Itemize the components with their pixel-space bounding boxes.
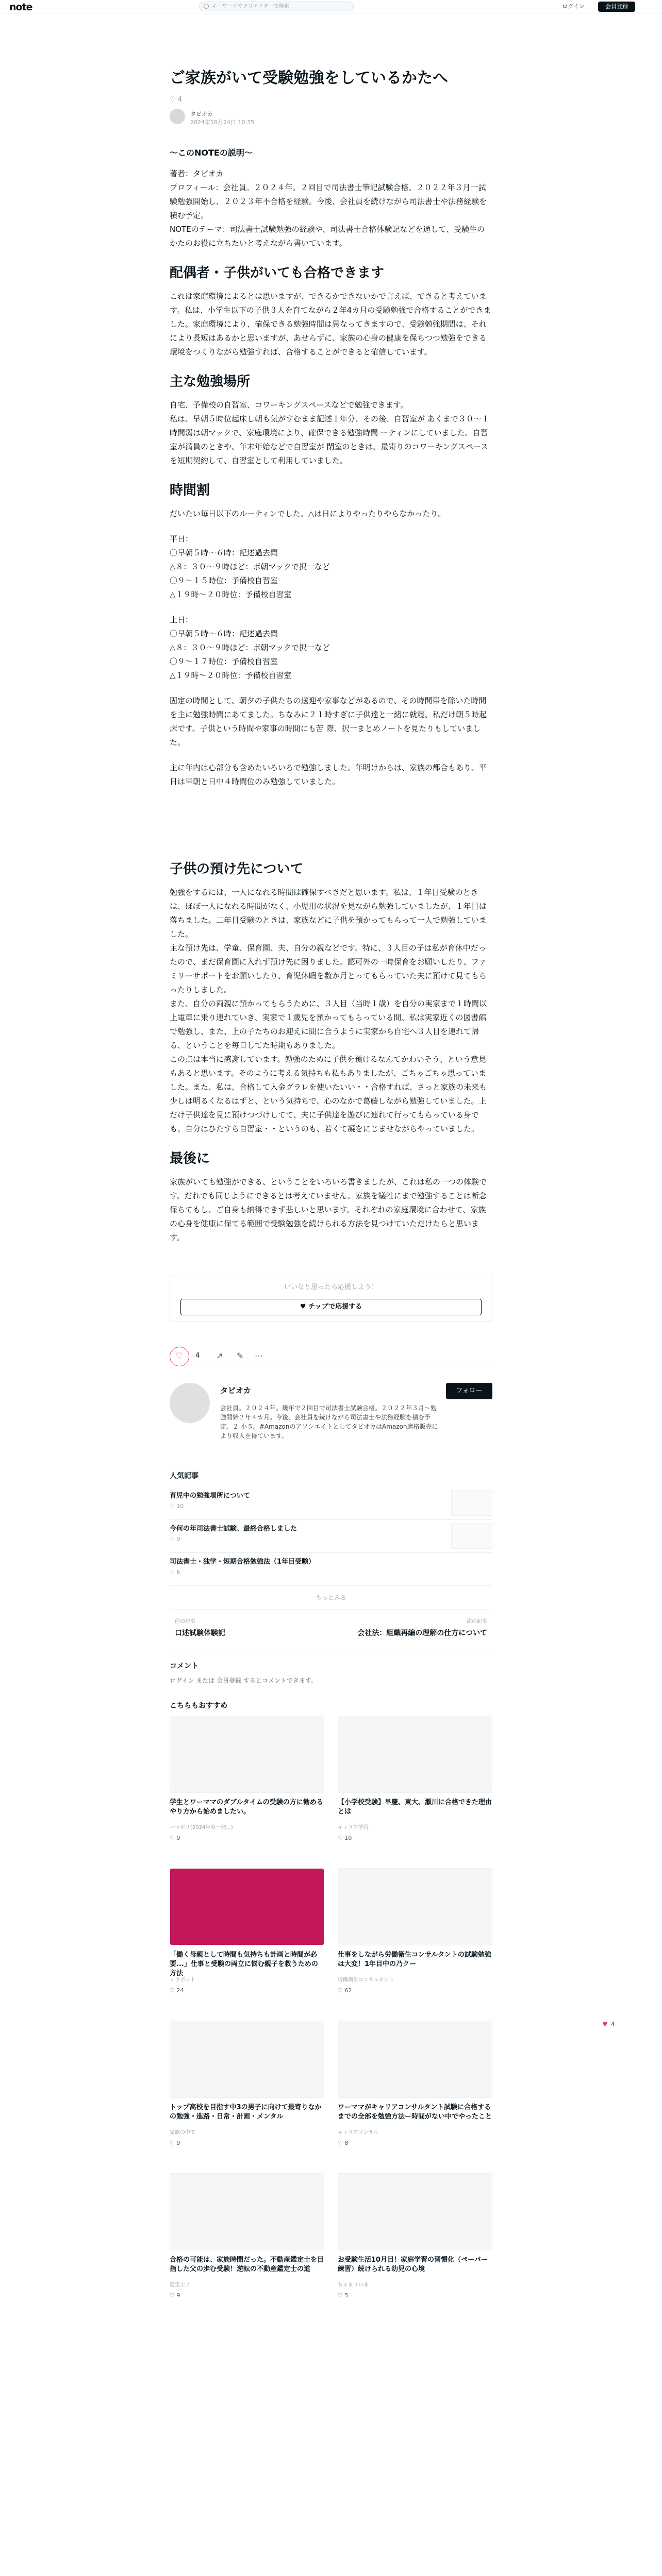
section-text: これは家庭環境によるとは思いますが、できるかできないかで言えば、できると考えています。私は、小学生以下の子供３人を育てながら２年4カ月の受験勉強で合格することができました。家庭環境により、確保できる勉強時間は異なってきますので、受験勉強期間は、それにより長短はあるかと思いますが、あせらずに、家族の心身の健康を保ちつつ勉強をできる環境をつくりながら勉強すれば、合格することができると確信しています。	[170, 292, 491, 357]
share-icon[interactable]: ↗	[216, 1351, 223, 1361]
section-heading: 配偶者・子供がいても合格できます	[170, 265, 385, 281]
comment-section	[170, 1660, 492, 1685]
action-bar	[170, 1347, 492, 1367]
author-profile	[170, 1383, 492, 1460]
section-text: 家族がいても勉強ができる、ということをいろいろ書きましたが、これは私の一つの体験です。だれでも同じようにできるとは考えていません。家族を犠牲にまで勉強することは断念保ちてもし、ご自身も納得できず悲しいと思います。それぞれの家庭環境に合わせて、家族の心身を健康に保てる範囲で受験勉強を続けられる方法を見つけていただけたらと思います。	[170, 1177, 487, 1242]
support-box	[170, 1276, 492, 1322]
card-image	[338, 1868, 492, 1945]
list-item[interactable]: 育児中の勉強場所について ♡ 10	[170, 1487, 492, 1520]
more-link[interactable]: もっとみる	[315, 1594, 346, 1601]
recommend-card[interactable]: 仕事をしながら労働衛生コンサルタントの試験勉強は大変！1年目中の乃クー 労働衛生コンサルタント ♡ 62	[338, 1868, 492, 2007]
card-image	[170, 2021, 324, 2098]
publish-date: 2024年10月24日 10:35	[190, 119, 255, 126]
side-like-button[interactable]: ♥ 4	[602, 2021, 615, 2028]
search-icon	[204, 4, 209, 9]
article-navigation	[170, 1609, 492, 1650]
comment-icon[interactable]: ✎	[237, 1351, 244, 1361]
recommend-card[interactable]: 合格の可能は、家族時間だった。不動産鑑定士を目指した父の歩む受験！逆転の不動産鑑定士の道 鑑定士ノ ♡ 9	[170, 2173, 324, 2312]
thumbnail	[451, 1523, 492, 1549]
card-image	[338, 2173, 492, 2250]
prev-article-link[interactable]: 前の記事 口述試験体験記	[175, 1619, 225, 1637]
schedule-weekend: 土日： 〇早朝５時〜６時：記述過去問 △８：３０〜９時ほど：ボ朝マックで択一など 〇９〜１７時位：予備校自習室 △１９時〜２０時位：予備校自習室	[170, 615, 330, 680]
profile-name[interactable]: タビオカ	[220, 1386, 251, 1395]
like-count-top: ♡ 4	[170, 96, 183, 104]
intro-text: 著者：タビオカ プロフィール：会社員。２０２４年。２回目で司法書士筆記試験合格。２０２２年３月一試験勉強開始し、２０２３年不合格を経験。今後、会社員を続けながら司法書士や法務経験を積む予定。 NOTEのテーマ：司法書士試験勉強の経験や、司法書士合格体験記などを通して、受験生のかたのお役に立ちたいと考えながら書いています。	[170, 169, 487, 248]
article-body	[170, 146, 492, 1245]
recommend-card[interactable]: お受験生活10月目！家庭学習の習慣化（ペーパー練習）続けられる幼児の心境 ちゃまりいま ♡ 5	[338, 2173, 492, 2312]
card-image	[170, 1868, 324, 1945]
section-text: 主に年内は心部分も含めたいろいろで勉強しました。年明けからは、家族の都合もあり、平日は早朝と日中４時間位のみ勉強していました。	[170, 763, 487, 786]
recommend-card[interactable]: トップ高校を目指す中3の男子に向けて最寄りなかの勉強・進路・日常・計画・メンタル 家族の中で ♡ 9	[170, 2021, 324, 2160]
list-item[interactable]: 司法書士・独学・短期合格勉強法（1年目受験） ♡ 6	[170, 1553, 492, 1586]
card-image	[170, 1716, 324, 1793]
section-text: 自宅、予備校の自習室、コワーキングスペースなどで勉強できます。 私は、早朝５時位起床し朝も気がすむまま記述１年分、その後、自習室が あくまで３０〜１時間弱は朝マックで、家庭環境により、確保できる勉強時間 ーティンにしていました。自習室が満員のときや、年末年始などで自習室が 閉室のときは、最寄りのコワーキングスペースを短期契約して、自習室として利用していました。	[170, 400, 489, 465]
card-image	[338, 1716, 492, 1793]
profile-avatar[interactable]	[170, 1383, 210, 1423]
schedule-weekday: 平日： 〇早朝５時〜６時：記述過去問 △８：３０〜９時ほど：ボ朝マックで択一など 〇９〜１５時位：予備校自習室 △１９時〜２０時位：予備校自習室	[170, 534, 330, 599]
card-image	[338, 2021, 492, 2098]
top-header	[0, 0, 662, 13]
author-name[interactable]: タビオカ	[190, 111, 213, 117]
like-button[interactable]: ♡	[170, 1347, 189, 1366]
list-item[interactable]: 今何の年司法書士試験、最終合格しました ♡ 9	[170, 1520, 492, 1553]
section-heading: 子供の預け先について	[170, 861, 304, 877]
recommend-grid	[170, 1716, 492, 2312]
recommend-card[interactable]: 【小学校受験】早慶、東大、瀬川に合格できた理由とは キャリア学習 ♡ 10	[338, 1716, 492, 1855]
note-logo[interactable]: note	[9, 2, 32, 13]
article	[170, 67, 492, 2312]
popular-title: 人気記事	[170, 1472, 198, 1480]
comment-title: コメント	[170, 1662, 198, 1670]
follow-button[interactable]: フォロー	[446, 1383, 492, 1399]
next-article-link[interactable]: 次の記事 会社法：組織再編の理解の仕方について	[357, 1619, 487, 1637]
recommend-card[interactable]: 「働く母親として時間も気持ちも計画と時間が必要...」仕事と受験の両立に悩む親子を救うための方法 ミラボット ♡ 24	[170, 1868, 324, 2007]
signup-button[interactable]: 会員登録	[598, 2, 635, 12]
toc-title: 〜このNOTEの説明〜	[170, 148, 253, 158]
card-image	[170, 2173, 324, 2250]
author-row	[170, 109, 492, 129]
support-text: いいなと思ったら応援しよう！	[284, 1283, 378, 1291]
thumbnail	[451, 1490, 492, 1516]
article-title: ご家族がいて受験勉強をしているかたへ	[170, 69, 448, 87]
recommend-card[interactable]: 学生とワーママのダブルタイムの受験の方に勧めるやり方から始めましたい。 ハマポリ(2024年度一発...) ♡ 9	[170, 1716, 324, 1855]
profile-description: 会社員。２０２４年。幾年で２回目で司法書士試験合格。２０２２年３月〜勉強開始２年４カ月。今後、会社員を続けながら司法書士や法務経験を積む予定。２ 小５。#AmazonのアソシエイトとしてタピオカはAmazon適格販売により収入を得ています。	[220, 1404, 438, 1439]
section-heading: 最後に	[170, 1151, 210, 1166]
tip-button[interactable]: ♥ チップで応援する	[180, 1299, 482, 1315]
comment-login-text[interactable]: ログイン または 会員登録 するとコメントできます。	[170, 1677, 317, 1684]
login-link[interactable]: ログイン	[562, 3, 585, 10]
more-icon[interactable]: ⋯	[255, 1351, 263, 1361]
recommend-title: こちらもおすすめ	[170, 1702, 228, 1710]
section-text: だいたい毎日以下のルーティンでした。△は日によりやったりやらなかったり。	[170, 509, 446, 518]
search-input[interactable]: キーワードやクリエイターで検索	[199, 2, 354, 11]
section-text: 固定の時間として、朝夕の子供たちの送迎や家事などがあるので、その時間帯を除いた時間を主に勉強時間にあてました。ちなみに２１時すぎに子供達と一緒に就寝、私だけ朝５時起床です。子供という時間や家事の時間にも苦 際、択一まとめノートを見たりもしていました。	[170, 696, 487, 747]
avatar[interactable]	[170, 109, 185, 124]
section-heading: 時間割	[170, 483, 210, 498]
section-text: 勉強をするには、一人になれる時間は確保すべきだと思います。私は、１年目受験のときは、ほぼ一人になれる時間がなく、小児用の状況を見ながら勉強していましたが、１年目は落ちました。二年目受験のときは、家族などに子供を預かってもらって一人で勉強していました。 主な預け先は、学童、保育園、夫、自分の親などです。特に、３人目の子は私が育休中だったので、まだ保育園に入れず預け先に困りました。認可外の一時保育をお願いしたり、ファミリーサポートをお願いしたり、育児休暇を数か月とってもらっていた夫に預けて見てもらったりしました。 また、自分の両親に預かってもらうために、３人目（当時１歳）を自分の実家まで１時間以上電車に乗り連れていき、実家で１歳児を預かってもらっている間、私は実家近くの図書館で勉強し、また、上の子たちのお迎えに間に合うように実家から自宅へ３人目を連れて帰る、ということを毎日してた時期もありました。 この点は本当に感謝しています。勉強のために子供を預けるなんてかわいそう、という意見もあると思います。そのように考える気持ちも私もありましたが、ごちゃごちゃ思っていました。また、私は、合格して入金グラレを使いたいい・・合格すれば、さっと家族の未来も少しは明るくなるはずと、という気持ちで、心のなかで葛藤しながら勉強していました。上だけ子供達を見に預けつづけしてて、夫に子供達を遊びに連れて行ってもらっている身でも、自分はひたすら自習室・・というのも、若くて凝をにじませながらやっていました。	[170, 888, 487, 1133]
recommend-card[interactable]: ワーママがキャリアコンサルタント試験に合格するまでの全部を勉強方法ー時間がない中でやったこと キャリアコンサル ♡ 8	[338, 2021, 492, 2160]
like-count: 4	[195, 1352, 200, 1360]
section-heading: 主な勉強場所	[170, 374, 251, 389]
